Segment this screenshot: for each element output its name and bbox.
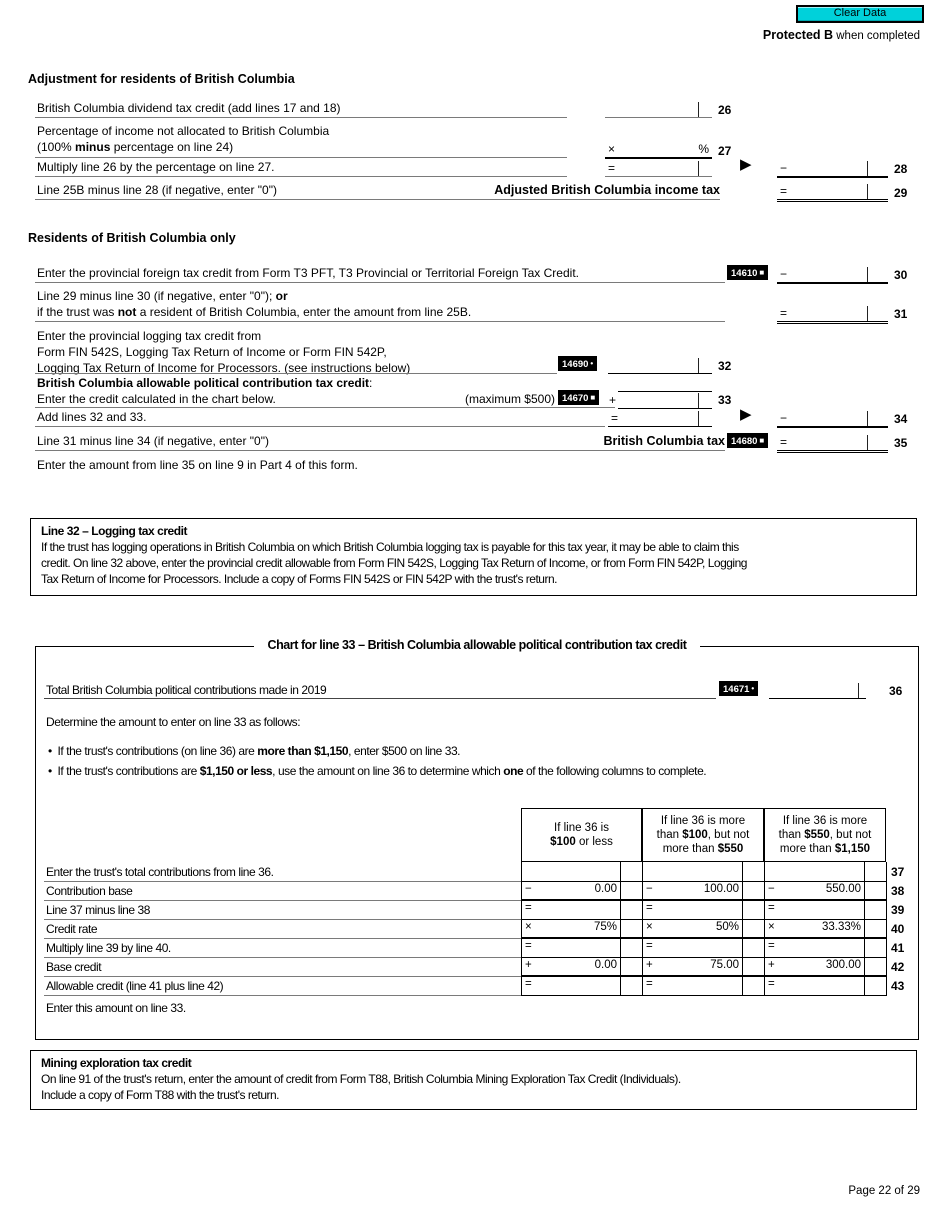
row37-label: Enter the trust's total contributions from line 36. [46, 865, 274, 879]
minus-sign: − [780, 161, 788, 175]
cell-op: = [768, 940, 775, 952]
line33-label-1 [37, 376, 372, 390]
row42-label: Base credit [46, 960, 102, 974]
row39-number: 39 [891, 903, 905, 917]
separator-line [35, 407, 615, 408]
protected-b-rest: when completed [833, 30, 920, 42]
table-header-col1 [521, 808, 642, 862]
cell-41-col2[interactable] [642, 938, 764, 957]
cell-value: 0.00 [594, 959, 617, 971]
line34-number: 34 [894, 412, 908, 426]
cents-divider [867, 184, 868, 199]
cell-value: 75.00 [710, 959, 739, 971]
cell-value: 50% [715, 921, 739, 933]
row43-number: 43 [891, 979, 905, 993]
col3-line3 [780, 842, 870, 856]
chart-box-title [36, 638, 918, 652]
field-code-14671 [719, 681, 758, 696]
line32-label-3: Logging Tax Return of Income for Processors. (see instructions below) [37, 361, 411, 375]
equals-sign: = [780, 306, 788, 320]
row37-number: 37 [891, 865, 905, 879]
line26-amount-field[interactable] [605, 101, 712, 118]
col1-line1: If line 36 is [554, 822, 609, 834]
chart-bullet-1 [48, 744, 460, 758]
cell-op: = [768, 902, 775, 914]
row38-label: Contribution base [46, 884, 133, 898]
separator-line [44, 900, 521, 901]
bullet2-mid: , use the amount on line 36 to determine which [272, 764, 504, 778]
bullet2-bold2: one [503, 764, 524, 778]
code-number: 14690 [562, 359, 589, 370]
line31-label-1 [37, 289, 288, 303]
line35-note: Enter the amount from line 35 on line 9 in Part 4 of this form. [37, 458, 358, 472]
cell-43-col1[interactable] [521, 976, 642, 995]
col1-line2 [550, 835, 613, 849]
field-code-14680 [727, 433, 768, 448]
cell-42-col2 [642, 957, 764, 976]
cents-divider [698, 411, 699, 426]
bullet1-pre: If the trust's contributions (on line 36) are [57, 744, 258, 758]
table-header-col3 [764, 808, 886, 862]
col3-line3-bold: $1,150 [834, 843, 871, 855]
separator-line [44, 698, 716, 699]
code-marker-icon: • [751, 684, 755, 693]
bullet2-post: of the following columns to complete. [523, 764, 707, 778]
line36-number: 36 [889, 684, 903, 698]
separator-line [44, 938, 521, 939]
cell-41-col1[interactable] [521, 938, 642, 957]
carry-arrow-icon: ▶ [740, 406, 752, 423]
cell-value: 300.00 [825, 959, 861, 971]
cell-op: = [525, 902, 532, 914]
separator-line [35, 157, 567, 158]
mining-exploration-box [30, 1050, 917, 1110]
code-number: 14680 [731, 436, 758, 447]
separator-line [44, 995, 521, 996]
cents-divider [698, 358, 699, 373]
bullet-icon: • [48, 744, 52, 758]
cell-value: 33.33% [821, 921, 861, 933]
bullet1-bold: more than $1,150 [257, 744, 349, 758]
col2-line2-pre: than [656, 829, 683, 841]
line31-amount-field[interactable] [777, 305, 888, 324]
col2-line1: If line 36 is more [660, 815, 746, 827]
separator-line [44, 881, 521, 882]
cell-op: × [525, 921, 532, 933]
line30-number: 30 [894, 268, 908, 282]
line29-number: 29 [894, 186, 908, 200]
equals-sign: = [611, 411, 619, 425]
cell-42-col3 [764, 957, 886, 976]
cents-divider [867, 306, 868, 321]
line26-label: British Columbia dividend tax credit (add lines 17 and 18) [37, 101, 341, 115]
line34-amount-field[interactable] [777, 410, 888, 428]
line35-label: Line 31 minus line 34 (if negative, enter "0") [37, 434, 269, 448]
cell-op: − [768, 883, 775, 895]
cell-43-col2[interactable] [642, 976, 764, 995]
col2-line3 [663, 842, 744, 856]
col3-line3-pre: more than [779, 843, 835, 855]
line33-maximum-label: (maximum $500) [464, 392, 555, 406]
cents-divider [698, 161, 699, 176]
bullet2-pre: If the trust's contributions are [57, 764, 200, 778]
col3-line1: If line 36 is more [782, 815, 868, 827]
cell-op: + [768, 959, 775, 971]
cell-38-col3 [764, 881, 886, 900]
mining-box-title: Mining exploration tax credit [41, 1056, 192, 1070]
code-marker-icon: • [590, 359, 594, 368]
line32-amount-field[interactable] [608, 357, 712, 374]
line30-amount-field[interactable] [777, 266, 888, 284]
cell-op: × [646, 921, 653, 933]
cell-39-col2[interactable] [642, 900, 764, 919]
col2-line3-bold: $550 [717, 843, 744, 855]
logging-box-body: If the trust has logging operations in British Columbia on which British Columbia logging tax is payable for this tax year, it may be able to claim this credit. On line 32 above, enter the provincial credit allowable from Form FIN 542S, Logging Tax Return of Income, or from Form FIN 542P, Logging Tax Return of Income for Processors. Include a copy of Forms FIN 542S or FIN 542P with the trust's return. [41, 540, 747, 586]
section-adjustment-title: Adjustment for residents of British Columbia [28, 72, 295, 86]
line32-number: 32 [718, 359, 732, 373]
cents-divider [698, 393, 699, 408]
line33-number: 33 [718, 393, 732, 407]
cents-divider [867, 411, 868, 426]
bullet1-post: , enter $500 on line 33. [348, 744, 461, 758]
table-header-col2 [642, 808, 764, 862]
line32-label-1: Enter the provincial logging tax credit from [37, 329, 262, 343]
line28-result-field[interactable] [605, 160, 712, 177]
cell-37-col3[interactable] [764, 862, 886, 881]
line31-label-2-post: a resident of British Columbia, enter the amount from line 25B. [136, 305, 472, 319]
separator-line [44, 919, 521, 920]
code-number: 14610 [731, 268, 758, 279]
minus-sign: − [780, 411, 788, 425]
col1-line2-bold: $100 [550, 836, 576, 848]
col3-line2 [779, 828, 872, 842]
cell-op: − [646, 883, 653, 895]
line36-label: Total British Columbia political contributions made in 2019 [46, 683, 327, 697]
cents-divider [867, 435, 868, 450]
logging-box-title: Line 32 – Logging tax credit [41, 524, 188, 538]
separator-line [35, 176, 567, 177]
cell-value: 550.00 [825, 883, 861, 895]
cell-39-col3[interactable] [764, 900, 886, 919]
line31-label-1-bold: or [275, 289, 288, 303]
cell-38-col1 [521, 881, 642, 900]
line27-number: 27 [718, 144, 732, 158]
line34-label: Add lines 32 and 33. [37, 410, 147, 424]
chart-box-title-text: Chart for line 33 – British Columbia allowable political contribution tax credit [254, 638, 701, 652]
protected-b-label: Protected B [762, 28, 834, 42]
cell-op: = [646, 902, 653, 914]
cents-divider [698, 102, 699, 117]
line28-number: 28 [894, 162, 908, 176]
code-number: 14670 [562, 393, 589, 404]
equals-sign: = [780, 435, 788, 449]
cell-op: = [768, 978, 775, 990]
line35-result-label: British Columbia tax [603, 434, 725, 448]
code-number: 14671 [723, 684, 750, 695]
code-marker-icon: ■ [759, 436, 765, 445]
row40-label: Credit rate [46, 922, 98, 936]
cell-43-col3[interactable] [764, 976, 886, 995]
cell-40-col1 [521, 919, 642, 938]
separator-line [35, 117, 567, 118]
table-grid-line [521, 995, 887, 996]
cell-41-col3[interactable] [764, 938, 886, 957]
field-code-14670 [558, 390, 599, 405]
cell-value: 0.00 [594, 883, 617, 895]
line32-label-2: Form FIN 542S, Logging Tax Return of Income or Form FIN 542P, [37, 345, 387, 359]
separator-line [44, 976, 521, 977]
line27-label-2-post: percentage on line 24) [110, 140, 234, 154]
line27-label-2 [37, 140, 233, 154]
page-number: Page 22 of 29 [848, 1185, 920, 1197]
plus-sign: + [609, 393, 617, 407]
cell-op: − [525, 883, 532, 895]
line31-label-1-pre: Line 29 minus line 30 (if negative, enter "0"); [37, 289, 276, 303]
cell-value: 100.00 [703, 883, 739, 895]
line29-result-label: Adjusted British Columbia income tax [494, 183, 720, 197]
cell-op: + [525, 959, 532, 971]
col2-line3-pre: more than [662, 843, 718, 855]
line27-percentage-field[interactable] [605, 141, 712, 159]
protected-b-notice [763, 28, 920, 43]
logging-tax-credit-box [30, 518, 917, 596]
cents-divider [858, 683, 859, 698]
chart-bullet-2 [48, 764, 706, 778]
row38-number: 38 [891, 884, 905, 898]
cell-op: = [646, 940, 653, 952]
cell-38-col2 [642, 881, 764, 900]
separator-line [35, 321, 725, 322]
line27-label-1: Percentage of income not allocated to British Columbia [37, 124, 330, 138]
minus-sign: − [780, 267, 788, 281]
field-code-14690 [558, 356, 597, 371]
section-residents-title: Residents of British Columbia only [28, 231, 236, 245]
separator-line [35, 199, 720, 200]
row42-number: 42 [891, 960, 905, 974]
code-marker-icon: ■ [759, 268, 765, 277]
multiply-sign: × [608, 142, 616, 156]
cell-40-col3 [764, 919, 886, 938]
row43-label: Allowable credit (line 41 plus line 42) [46, 979, 224, 993]
cell-op: = [646, 978, 653, 990]
line36-amount-field[interactable] [769, 682, 866, 699]
line33-label-2: Enter the credit calculated in the chart below. [37, 392, 276, 406]
line31-label-2-bold: not [117, 305, 137, 319]
equals-sign: = [780, 184, 788, 198]
line35-number: 35 [894, 436, 908, 450]
col2-line2 [657, 828, 750, 842]
code-marker-icon: ■ [590, 393, 596, 402]
row39-label: Line 37 minus line 38 [46, 903, 150, 917]
line34-result-field[interactable] [608, 410, 712, 427]
cell-37-col1[interactable] [521, 862, 642, 881]
cell-value: 75% [593, 921, 617, 933]
line31-number: 31 [894, 307, 908, 321]
cell-37-col2[interactable] [642, 862, 764, 881]
bullet2-bold1: $1,150 or less [199, 764, 273, 778]
bullet-icon: • [48, 764, 52, 778]
cell-op: × [768, 921, 775, 933]
separator-line [35, 450, 725, 451]
carry-arrow-icon: ▶ [740, 156, 752, 173]
separator-line [35, 426, 605, 427]
cell-op: = [525, 978, 532, 990]
separator-line [35, 282, 725, 283]
chart-footer-note: Enter this amount on line 33. [46, 1001, 186, 1015]
col3-line2-pre: than [778, 829, 805, 841]
line31-label-2-pre: if the trust was [37, 305, 118, 319]
line29-label: Line 25B minus line 28 (if negative, enter "0") [37, 183, 277, 197]
row41-number: 41 [891, 941, 905, 955]
cell-op: + [646, 959, 653, 971]
col2-line2-post: , but not [707, 829, 750, 841]
col3-line2-post: , but not [829, 829, 872, 841]
separator-line [35, 373, 557, 374]
line28-amount-field[interactable] [777, 160, 888, 178]
mining-box-body: On line 91 of the trust's return, enter the amount of credit from Form T88, British Columbia Mining Exploration Tax Credit (Individuals). Include a copy of Form T88 with the trust's return. [41, 1072, 681, 1102]
line28-label: Multiply line 26 by the percentage on line 27. [37, 160, 275, 174]
line26-number: 26 [718, 103, 732, 117]
separator-line [44, 957, 521, 958]
line35-amount-field[interactable] [777, 434, 888, 453]
line33-label-colon: : [369, 376, 373, 390]
cents-divider [867, 161, 868, 176]
field-code-14610 [727, 265, 768, 280]
col2-line2-bold: $100 [682, 829, 708, 841]
equals-sign: = [608, 161, 616, 175]
line29-amount-field[interactable] [777, 183, 888, 202]
col1-line2-post: or less [575, 836, 613, 848]
percent-sign: % [698, 142, 709, 156]
line27-label-2-bold: minus [75, 140, 111, 154]
cell-40-col2 [642, 919, 764, 938]
line33-label-bold: British Columbia allowable political contribution tax credit [37, 376, 370, 390]
chart-line33-box [35, 638, 919, 1040]
cents-divider [867, 267, 868, 282]
row40-number: 40 [891, 922, 905, 936]
cell-op: = [525, 940, 532, 952]
line30-label: Enter the provincial foreign tax credit from Form T3 PFT, T3 Provincial or Territorial Foreign Tax Credit. [37, 266, 579, 280]
cell-39-col1[interactable] [521, 900, 642, 919]
line27-label-2-pre: (100% [37, 140, 76, 154]
clear-data-button[interactable]: Clear Data [796, 5, 924, 23]
line31-label-2 [37, 305, 471, 319]
cell-42-col1 [521, 957, 642, 976]
row41-label: Multiply line 39 by line 40. [46, 941, 171, 955]
line33-amount-field[interactable] [618, 391, 712, 409]
chart-intro: Determine the amount to enter on line 33 as follows: [46, 715, 301, 729]
col3-line2-bold: $550 [804, 829, 830, 841]
